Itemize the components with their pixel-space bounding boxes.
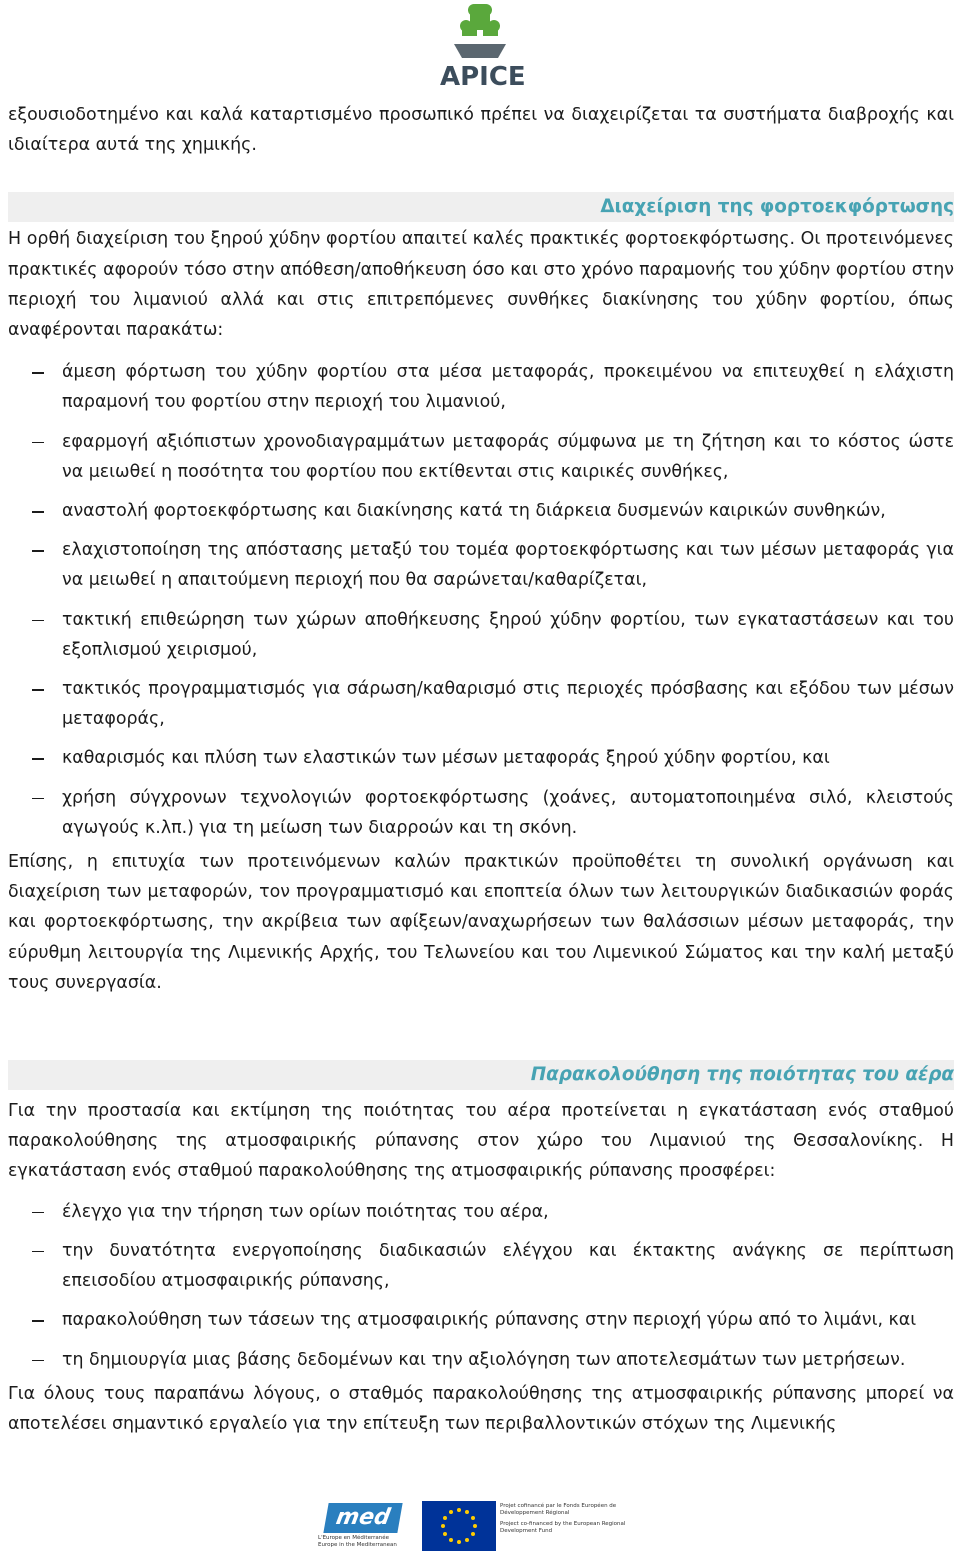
med-caption-en: Europe in the Mediterranean — [318, 1542, 397, 1548]
eu-flag-icon — [422, 1501, 496, 1551]
intro-paragraph: εξουσιοδοτημένο και καλά καταρτισμένο προσωπικό πρέπει να διαχειρίζεται τα συστήματα διαβροχής και ιδιαίτερα αυτά της χημικής. — [8, 105, 954, 156]
section1-paragraph: Η ορθή διαχείριση του ξηρού χύδην φορτίου απαιτεί καλές πρακτικές φορτοεκφόρτωσης. Οι προτεινόμενες πρακτικές αφορούν τόσο στην απόθεση/αποθήκευση όσο και στο χρόνο παραμονής του χύδην φορτίου στην περιοχή του λιμανιού αλλά και στις επιτρεπόμενες συνθήκες διακίνησης του χύδην φορτίου, όπως αναφέρονται παρακάτω: — [8, 229, 954, 341]
med-caption-fr: L'Europe en Méditerranée — [318, 1535, 390, 1541]
section-heading-handling: Διαχείριση της φορτοεκφόρτωσης — [8, 192, 954, 222]
list-item: εφαρμογή αξιόπιστων χρονοδιαγραμμάτων μεταφοράς σύμφωνα με τη ζήτηση και το κόστος ώστε να μειωθεί η ποσότητα του φορτίου που εκτίθενται στις καιρικές συνθήκες, — [8, 427, 954, 487]
air-monitoring-list — [8, 1197, 954, 1375]
section-heading-air-quality: Παρακολούθηση της ποιότητας του αέρα — [8, 1060, 954, 1090]
med-logo-text: med — [323, 1503, 402, 1533]
list-item: τακτικός προγραμματισμός για σάρωση/καθαρισμό στις περιοχές πρόσβασης και εξόδου των μέσων μεταφοράς, — [8, 674, 954, 734]
list-item: παρακολούθηση των τάσεων της ατμοσφαιρικής ρύπανσης στην περιοχή γύρω από το λιμάνι, και — [8, 1305, 954, 1335]
funding-logos — [318, 1497, 648, 1553]
list-item: χρήση σύγχρονων τεχνολογιών φορτοεκφόρτωσης (χοάνες, αυτοματοποιημένα σιλό, κλειστούς αγωγούς κ.λπ.) για τη μείωση των διαρροών και τη σκόνη. — [8, 783, 954, 843]
section2-paragraph: Για την προστασία και εκτίμηση της ποιότητας του αέρα προτείνεται η εγκατάσταση ενός σταθμού παρακολούθησης της ατμοσφαιρικής ρύπανσης στον χώρο του Λιμανιού της Θεσσαλονίκης. Η εγκατάσταση ενός σταθμού παρακολούθησης της ατμοσφαιρικής ρύπανσης προσφέρει: — [8, 1101, 954, 1182]
handling-practices-list — [8, 357, 954, 843]
document-body — [8, 0, 954, 1439]
list-item: τακτική επιθεώρηση των χώρων αποθήκευσης ξηρού χύδην φορτίου, των εγκαταστάσεων και του εξοπλισμού χειρισμού, — [8, 605, 954, 665]
list-item: ελαχιστοποίηση της απόστασης μεταξύ του τομέα φορτοεκφόρτωσης και των μέσων μεταφοράς για να μειωθεί η απαιτούμενη περιοχή που θα σαρώνεται/καθαρίζεται, — [8, 535, 954, 595]
med-logo — [318, 1497, 404, 1553]
logo-text: APICE — [440, 62, 526, 92]
list-item: έλεγχο για την τήρηση των ορίων ποιότητας του αέρα, — [8, 1197, 954, 1227]
list-item: καθαρισμός και πλύση των ελαστικών των μέσων μεταφοράς ξηρού χύδην φορτίου, και — [8, 743, 954, 773]
list-item: την δυνατότητα ενεργοποίησης διαδικασιών ελέγχου και έκτακτης ανάγκης σε περίπτωση επεισοδίου ατμοσφαιρικής ρύπανσης, — [8, 1236, 954, 1296]
list-item: τη δημιουργία μιας βάσης δεδομένων και την αξιολόγηση των αποτελεσμάτων των μετρήσεων. — [8, 1345, 954, 1375]
eu-funding-fr: Projet cofinancé par le Fonds Européen de Développement Régional — [500, 1503, 617, 1516]
eu-funding-en: Project co-financed by the European Regional Development Fund — [500, 1521, 626, 1534]
list-item: αναστολή φορτοεκφόρτωσης και διακίνησης κατά τη διάρκεια δυσμενών καιρικών συνθηκών, — [8, 496, 954, 526]
section1-closing: Επίσης, η επιτυχία των προτεινόμενων καλών πρακτικών προϋποθέτει τη συνολική οργάνωση και διαχείριση των μεταφορών, τον προγραμματισμό και εποπτεία όλων των λειτουργικών διαδικασιών φοράς και φορτοεκφόρτωσης, την ακρίβεια των αφίξεων/αναχωρήσεων των θαλάσσιων μέσων μεταφοράς, την εύρυθμη λειτουργία της Λιμενικής Αρχής, του Τελωνείου και του Λιμενικού Σώματος και την καλή μεταξύ τους συνεργασία. — [8, 852, 954, 993]
list-item: άμεση φόρτωση του χύδην φορτίου στα μέσα μεταφοράς, προκειμένου να επιτευχθεί η ελάχιστη παραμονή του φορτίου στην περιοχή του λιμανιού, — [8, 357, 954, 417]
section2-closing: Για όλους τους παραπάνω λόγους, ο σταθμός παρακολούθησης της ατμοσφαιρικής ρύπανσης μπορεί να αποτελέσει σημαντικό εργαλείο για την επίτευξη των περιβαλλοντικών στόχων της Λιμενικής — [8, 1383, 954, 1434]
